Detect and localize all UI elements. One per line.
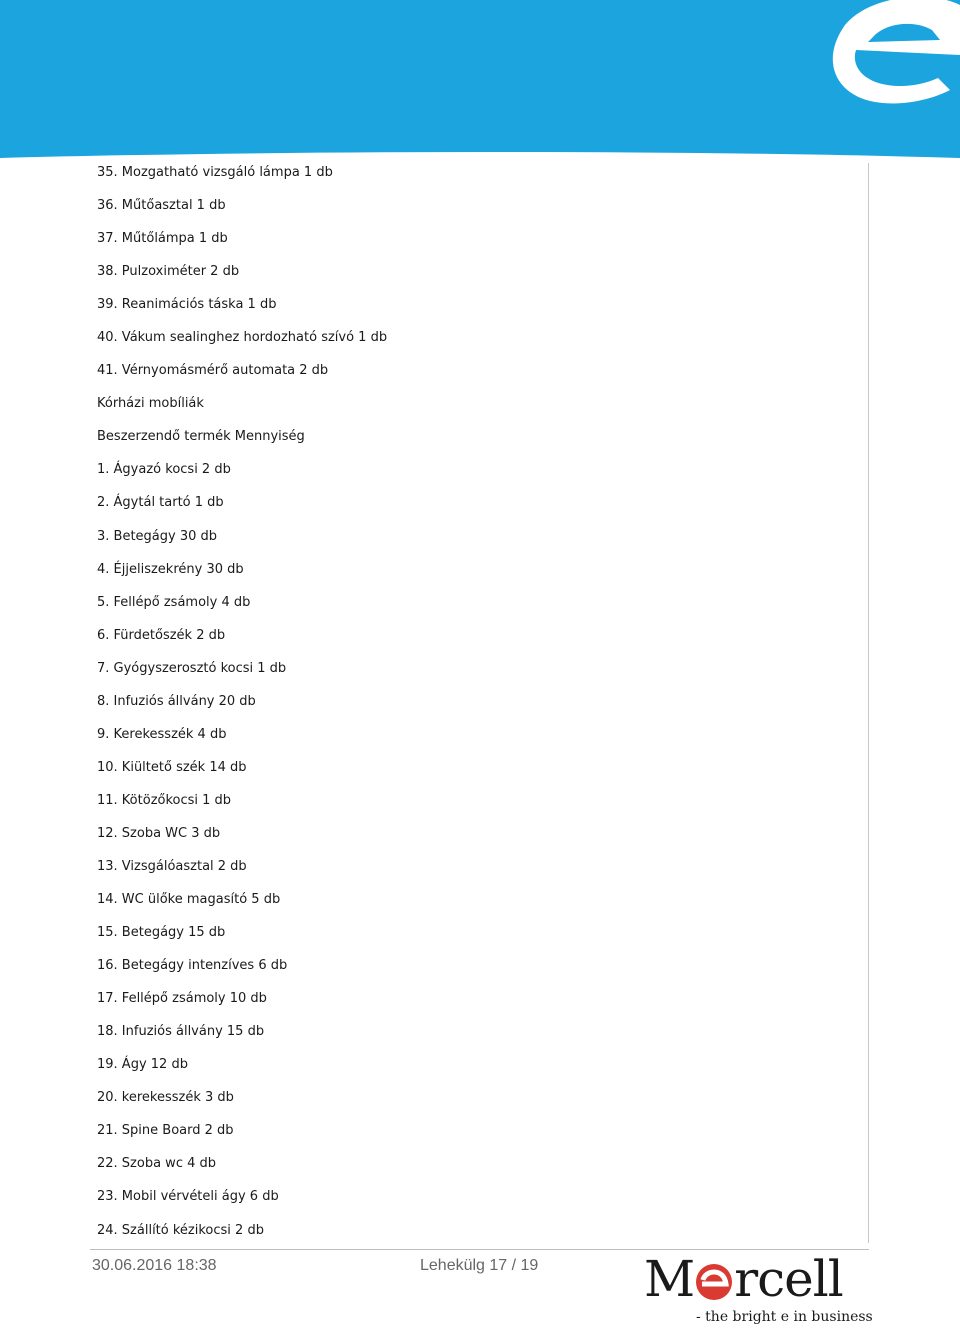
- list-item: 16. Betegágy intenzíves 6 db: [97, 958, 288, 974]
- list-item: 8. Infuziós állvány 20 db: [97, 693, 256, 709]
- list-item: 14. WC ülőke magasító 5 db: [97, 892, 281, 908]
- list-item: 19. Ágy 12 db: [97, 1057, 188, 1073]
- list-item: 3. Betegágy 30 db: [97, 528, 218, 544]
- list-item: 21. Spine Board 2 db: [97, 1123, 234, 1139]
- list-item: 23. Mobil vérvételi ágy 6 db: [97, 1189, 279, 1205]
- list-item: 11. Kötözőkocsi 1 db: [97, 792, 232, 808]
- list-item: 15. Betegágy 15 db: [97, 925, 226, 941]
- header-banner: [0, 0, 960, 165]
- header-wave-graphic: [0, 0, 960, 165]
- marcell-logo: [644, 1252, 874, 1328]
- footer-date: 30.06.2016 18:38: [92, 1257, 217, 1274]
- list-item: 38. Pulzoximéter 2 db: [97, 264, 240, 280]
- list-item: 17. Fellépő zsámoly 10 db: [97, 991, 267, 1007]
- logo-wordmark: [644, 1252, 843, 1306]
- list-item: 12. Szoba WC 3 db: [97, 825, 221, 841]
- logo-e-icon: [694, 1252, 734, 1306]
- list-item: Beszerzendő termék Mennyiség: [97, 429, 305, 445]
- footer-page-number: Lehekülg 17 / 19: [420, 1257, 539, 1274]
- list-item: 39. Reanimációs táska 1 db: [97, 297, 277, 313]
- list-item: 4. Éjjeliszekrény 30 db: [97, 561, 244, 577]
- list-item: 2. Ágytál tartó 1 db: [97, 495, 224, 511]
- list-item: 13. Vizsgálóasztal 2 db: [97, 858, 247, 874]
- list-item: 6. Fürdetőszék 2 db: [97, 627, 226, 643]
- document-body: [90, 163, 869, 1243]
- list-item: 1. Ágyazó kocsi 2 db: [97, 462, 231, 478]
- list-item: 40. Vákum sealinghez hordozható szívó 1 db: [97, 330, 388, 346]
- list-item: 35. Mozgatható vizsgáló lámpa 1 db: [97, 165, 333, 180]
- logo-word-left: M: [644, 1250, 695, 1308]
- list-item: 10. Kiültető szék 14 db: [97, 759, 247, 775]
- list-item: 24. Szállító kézikocsi 2 db: [97, 1222, 264, 1238]
- list-item: 7. Gyógyszerosztó kocsi 1 db: [97, 660, 287, 676]
- list-item: 41. Vérnyomásmérő automata 2 db: [97, 363, 329, 379]
- list-item: 37. Műtőlámpa 1 db: [97, 231, 228, 247]
- list-item: 20. kerekesszék 3 db: [97, 1090, 234, 1106]
- list-item: 36. Műtőasztal 1 db: [97, 198, 226, 214]
- list-item: Kórházi mobíliák: [97, 396, 204, 412]
- logo-word-right: rcell: [734, 1250, 843, 1308]
- list-item: 5. Fellépő zsámoly 4 db: [97, 594, 251, 610]
- equipment-list: [97, 163, 387, 1254]
- logo-tagline: - the bright e in business: [696, 1309, 873, 1325]
- list-item: 9. Kerekesszék 4 db: [97, 726, 227, 742]
- list-item: 22. Szoba wc 4 db: [97, 1156, 217, 1172]
- list-item: 18. Infuziós állvány 15 db: [97, 1024, 265, 1040]
